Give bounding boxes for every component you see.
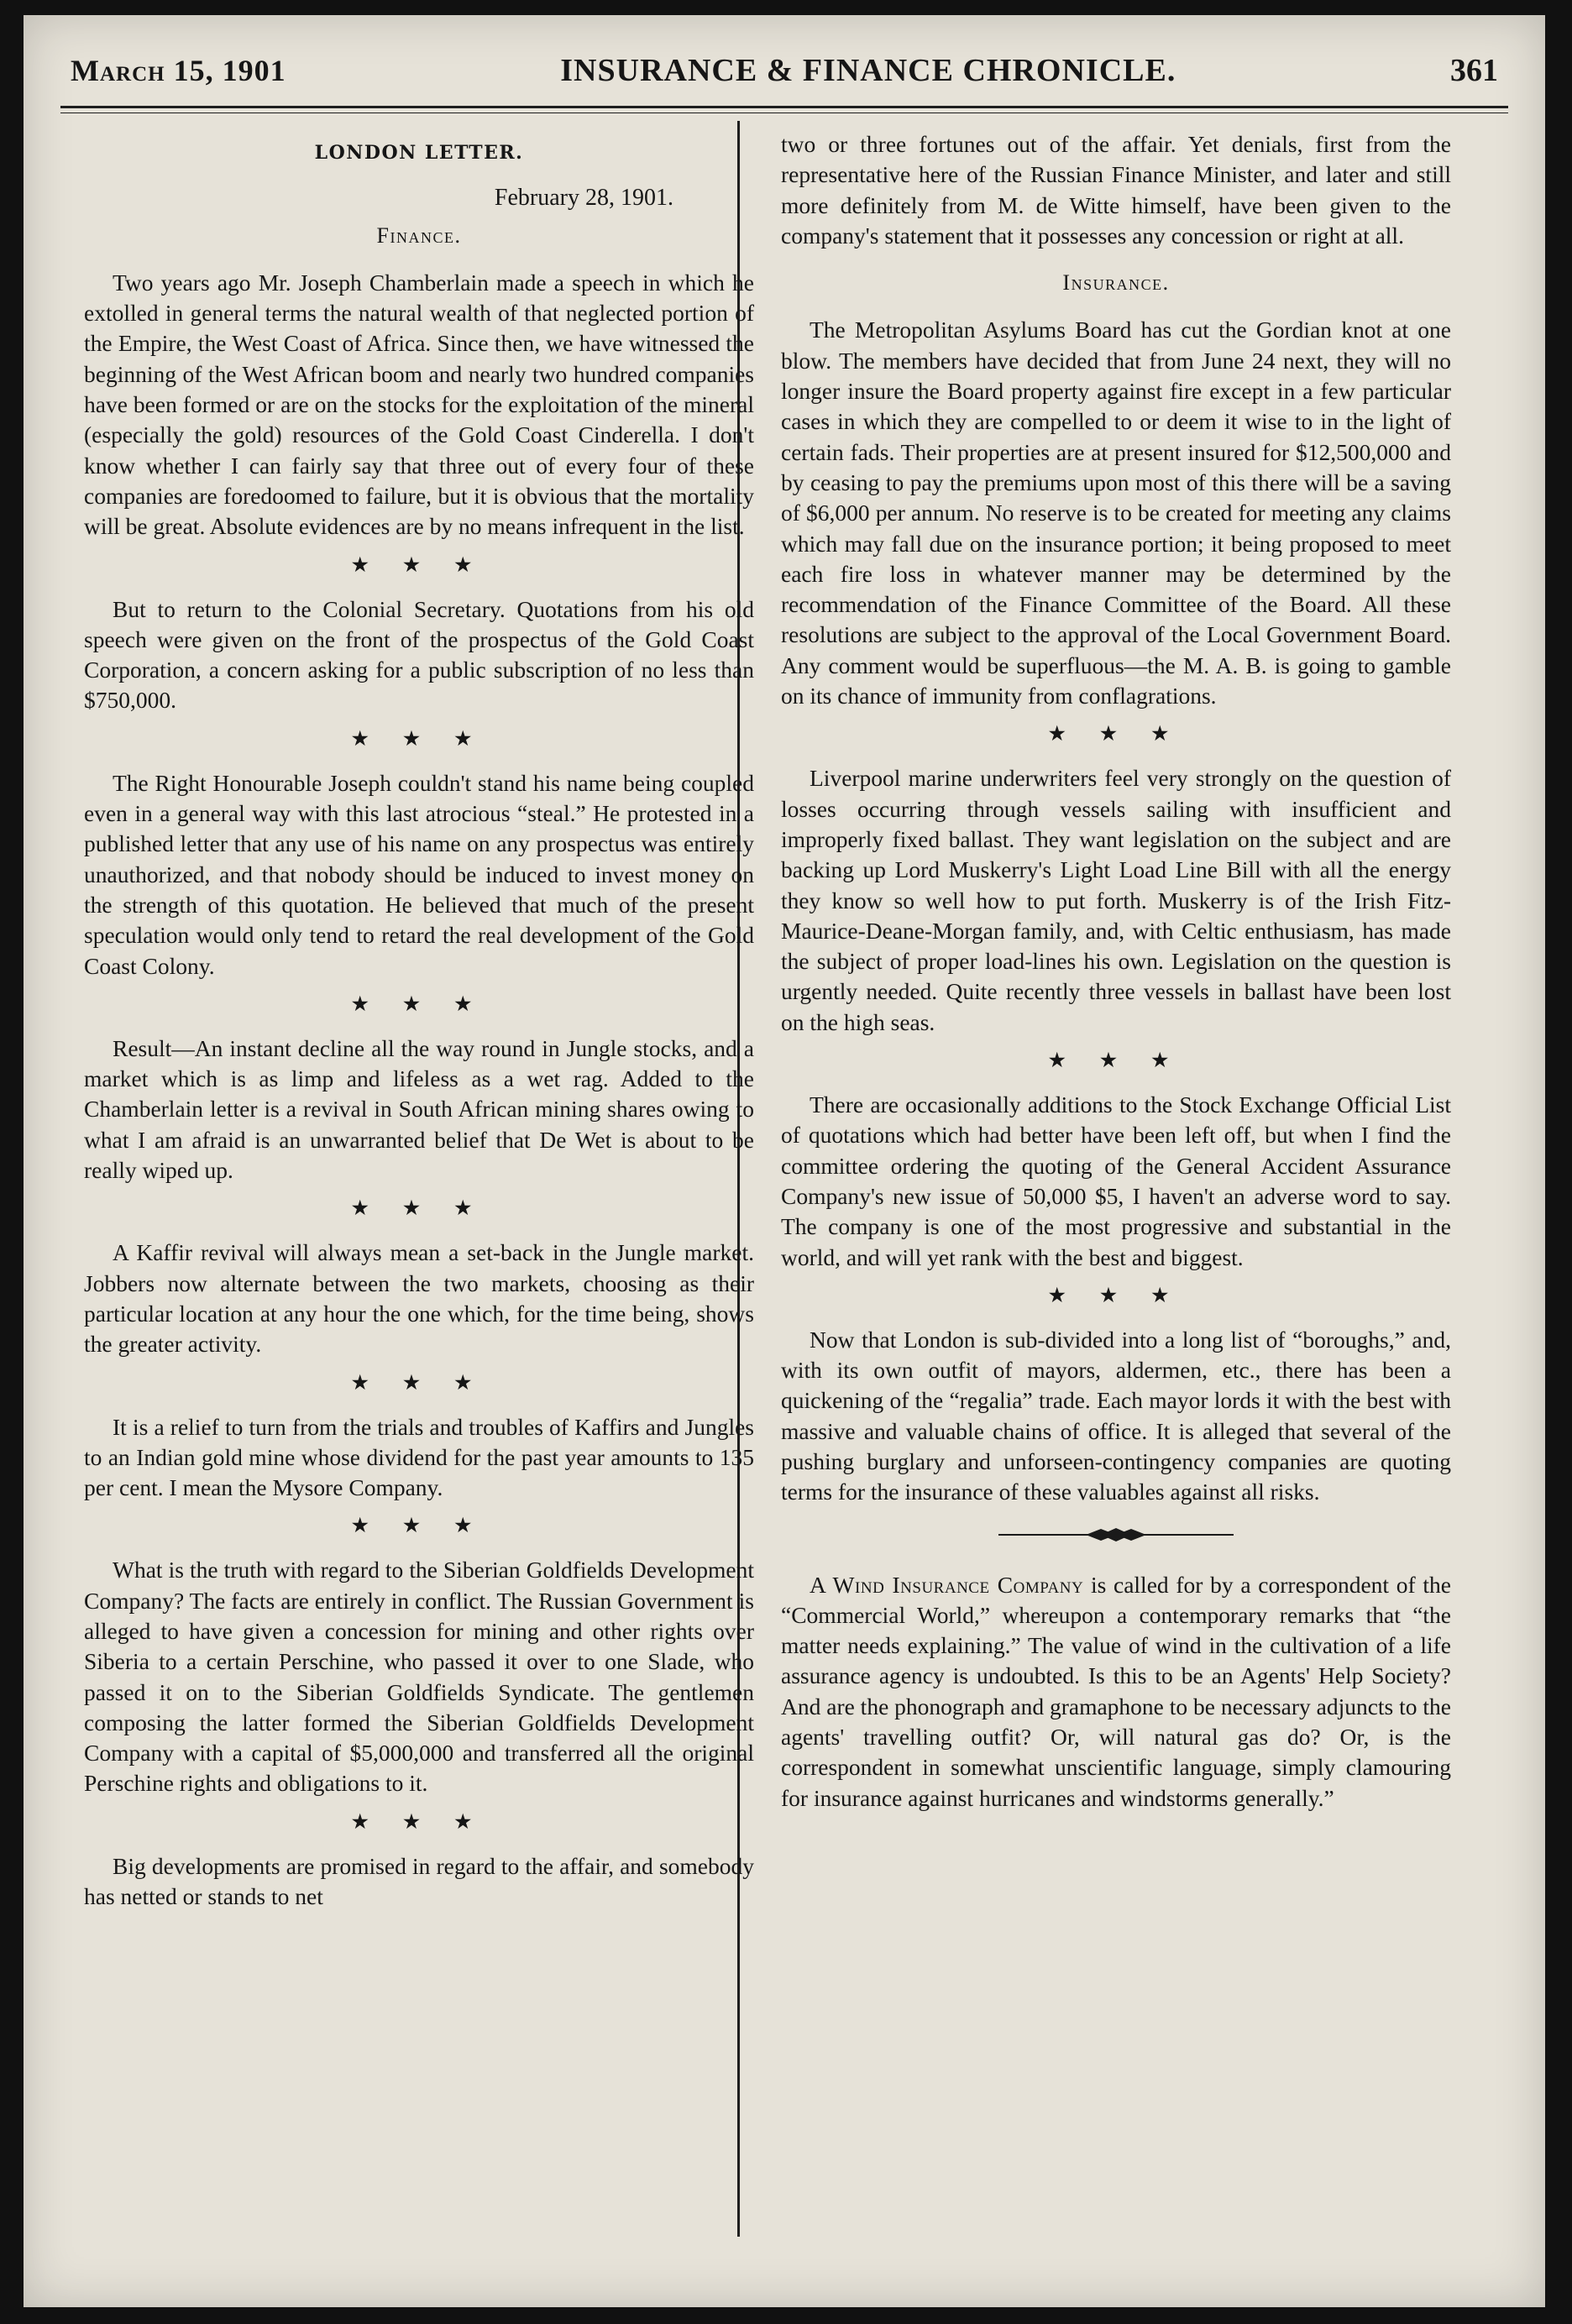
separator-stars: ★ ★ ★ — [351, 1197, 487, 1219]
section-heading-insurance: Insurance. — [1062, 270, 1170, 296]
section-heading-finance: Finance. — [376, 222, 462, 248]
page-number: 361 — [1450, 53, 1498, 88]
separator-stars: ★ ★ ★ — [351, 1810, 487, 1832]
separator-stars: ★ ★ ★ — [351, 727, 487, 749]
wind-insurance-body: is called for by a correspondent of the “Commercial World,” whereupon a contemporary remarks that “the matter needs explaining.” The value of wind in the cultivation of a life assurance agency is undoubted. Is this to be an Agents' Help Society? And are the phonograph and gramaphone to be necessary adjuncts to the agents' travelling outfit? Or, will natural gas do? Or, is the correspondent in somewhat unscientific language, simply clamouring for insurance against hurricanes and windstorms generally.” — [781, 1571, 1452, 1811]
paragraph: It is a relief to turn from the trials and troubles of Kaffirs and Jungles to an Indian gold mine whose dividend for the past year amounts to 135 per cent. I mean the Mysore Company. — [84, 1413, 754, 1501]
left-column — [84, 129, 754, 1912]
ornamental-rule — [998, 1525, 1234, 1545]
paragraph: There are occasionally additions to the Stock Exchange Official List of quotations which had better have been left off, but when I find the committee ordering the quoting of the General Accident Assurance Company's new issue of 50,000 $5, I haven't an adverse word to say. The company is one of the most progressive and substantial in the world, and will yet rank with the best and biggest. — [781, 1091, 1451, 1270]
paragraph: The Right Honourable Joseph couldn't stand his name being coupled even in a general way with this last atrocious “steal.” He protested in a published letter that any use of his name on any prospectus was entirely unauthorized, and that nobody should be induced to invest money on the strength of this quotation. He believed that much of the present speculation would only tend to retard the real development of the Gold Coast Colony. — [84, 769, 754, 979]
continued-paragraph: two or three fortunes out of the affair. Yet denials, first from the representative here of the Russian Finance Minister, and later and still more definitely from M. de Witte himself, have been given to the company's statement that it possesses any concession or right at all. — [781, 131, 1451, 249]
paragraph: The Metropolitan Asylums Board has cut the Gordian knot at one blow. The members have decided that from June 24 next, they will no longer insure the Board property against fire except in a few particular cases in which they are compelled to or deem it wise to in the light of certain fads. Their properties are at present insured for $12,500,000 and by ceasing to pay the premiums upon most of this there will be a saving of $6,000 per annum. No reserve is to be created for meeting any claims which may fall due on the insurance portion; it being proposed to meet each fire loss in whatever manner may be determined by the recommendation of the Finance Committee of the Board. All these resolutions are subject to the approval of the Local Government Board. Any comment would be superfluous—the M. A. B. is going to gamble on its chance of immunity from conflagrations. — [781, 317, 1451, 709]
paragraph: Now that London is sub-divided into a long list of “boroughs,” and, with its own outfit of mayors, aldermen, etc., there has been a quickening of the “regalia” trade. Each mayor lords it with the best with massive and valuable chains of office. It is alleged that several of the pushing burglary and unforseen-contingency companies are quoting terms for the insurance of these valuables against all risks. — [781, 1326, 1451, 1505]
paragraph: A Kaffir revival will always mean a set-back in the Jungle market. Jobbers now alternate between the two markets, choosing as their particular location at any hour the one which, for the time being, shows the greater activity. — [84, 1239, 754, 1358]
issue-date: March 15, 1901 — [71, 54, 286, 87]
dateline: February 28, 1901. — [494, 185, 673, 212]
wind-insurance-lead: A Wind Insurance Company — [810, 1571, 1084, 1598]
right-column — [781, 129, 1451, 1814]
paragraph: Two years ago Mr. Joseph Chamberlain made a speech in which he extolled in general terms the natural wealth of that neglected portion of the Empire, the West Coast of Africa. Since then, we have witnessed the beginning of the West African boom and nearly two hundred companies have been formed or are on the stocks for the exploitation of the mineral (especially the gold) resources of the Gold Coast Cinderella. I don't know whether I can fairly say that three out of every four of these companies are foredoomed to failure, but it is obvious that the mortality will be great. Absolute evidences are by no means infrequent in the list. — [84, 269, 754, 540]
paragraph: What is the truth with regard to the Siberian Goldfields Development Company? The facts are entirely in conflict. The Russian Government is alleged to have given a concession for mining and other rights over Siberia to a certain Perschine, who passed it over to one Slade, who passed it on to the Siberian Goldfields Syndicate. The gentlemen composing the latter formed the Siberian Goldfields Development Company with a capital of $5,000,000 and transferred all the original Perschine rights and obligations to it. — [84, 1557, 754, 1797]
paragraph: Liverpool marine underwriters feel very strongly on the question of losses occurring through vessels sailing with insufficient and improperly fixed ballast. They want legislation on the subject and are backing up Lord Muskerry's Light Load Line Bill with all the energy they know so well how to put forth. Muskerry is of the Irish Fitz-Maurice-Deane-Morgan family, and, with Celtic enthusiasm, has made the subject of proper load-lines his own. Legislation on the question is urgently needed. Quite recently three vessels in ballast have been lost on the high seas. — [781, 765, 1451, 1035]
newspaper-page — [24, 15, 1545, 2307]
paragraph: Result—An instant decline all the way round in Jungle stocks, and a market which is as limp and lifeless as a wet rag. Added to the Chamberlain letter is a revival in South African mining shares owing to what I am afraid is an unwarranted belief that De Wet is about to be really wiped up. — [84, 1034, 754, 1184]
paragraph: Big developments are promised in regard to the affair, and somebody has netted or stands to net — [84, 1852, 754, 1910]
separator-stars: ★ ★ ★ — [1048, 723, 1184, 745]
separator-stars: ★ ★ ★ — [351, 1371, 487, 1393]
running-head — [71, 45, 1498, 96]
journal-title: INSURANCE & FINANCE CHRONICLE. — [560, 53, 1176, 88]
separator-stars: ★ ★ ★ — [1048, 1049, 1184, 1071]
header-rule — [60, 106, 1508, 108]
paragraph-wind-insurance — [781, 1570, 1451, 1814]
separator-stars: ★ ★ ★ — [351, 1515, 487, 1536]
separator-stars: ★ ★ ★ — [1048, 1284, 1184, 1306]
paragraph: But to return to the Colonial Secretary. Quotations from his old speech were given on the front of the prospectus of the Gold Coast Corporation, a concern asking for a public subscription of no less than $750,000. — [84, 595, 754, 714]
separator-stars: ★ ★ ★ — [351, 992, 487, 1014]
separator-stars: ★ ★ ★ — [351, 553, 487, 575]
letter-title: LONDON LETTER. — [314, 142, 524, 164]
